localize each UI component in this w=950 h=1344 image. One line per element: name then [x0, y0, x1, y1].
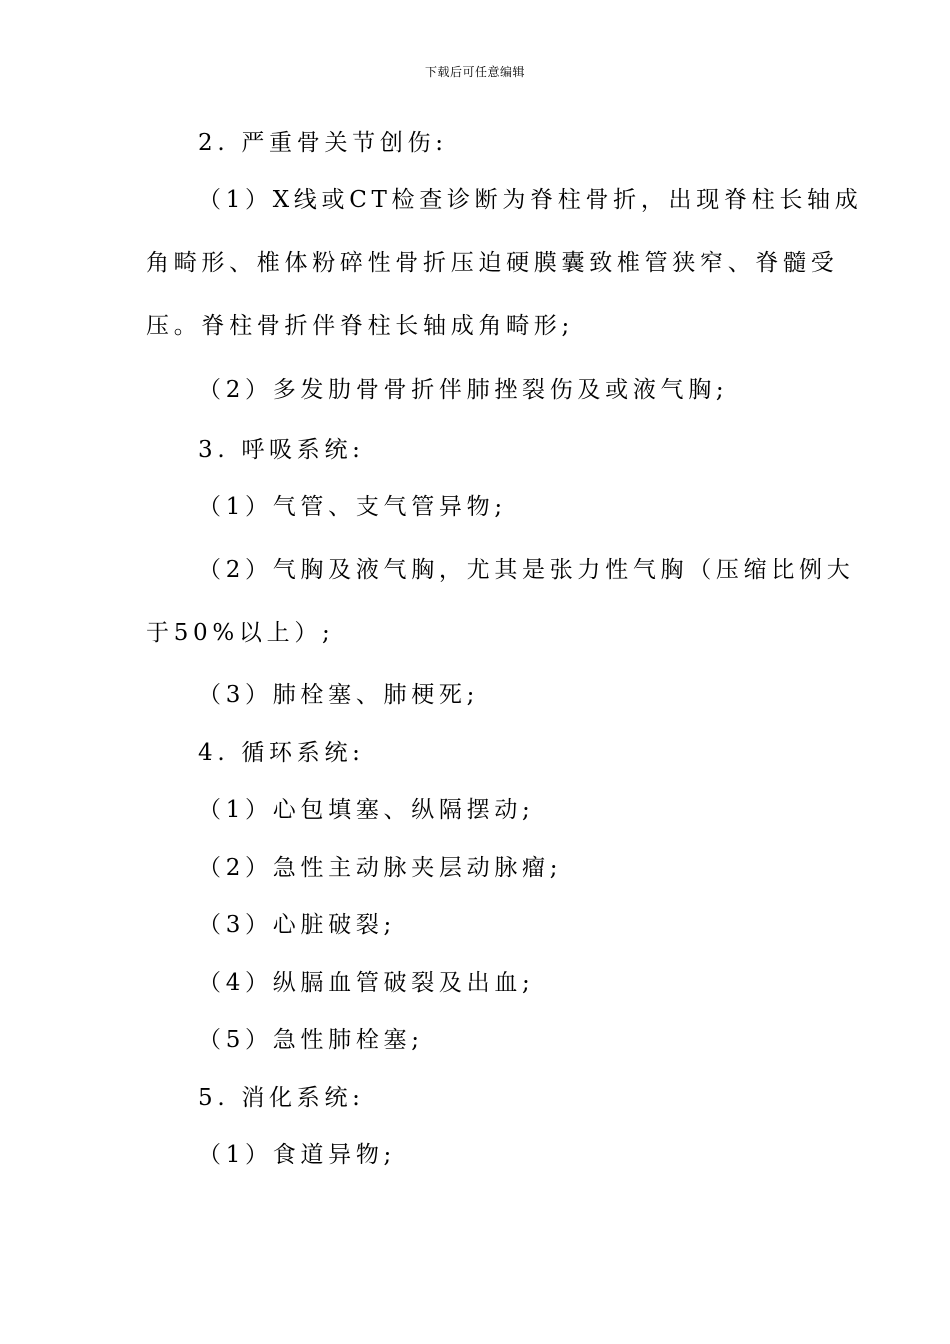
paragraph-line-first: 3. 呼吸系统:: [198, 437, 365, 463]
paragraph-line-first: （1）X线或CT检查诊断为脊柱骨折，出现脊柱长轴成: [198, 187, 863, 213]
paragraph-line-first: （2）气胸及液气胸，尤其是张力性气胸（压缩比例大: [198, 557, 855, 583]
paragraph-line-first: 5. 消化系统:: [198, 1085, 365, 1111]
paragraph-line-first: （5）急性肺栓塞;: [198, 1027, 424, 1053]
paragraph-line-first: 2. 严重骨关节创伤:: [198, 130, 448, 156]
paragraph-line-continued: 于50%以上）;: [146, 620, 335, 646]
paragraph-line-continued: 角畸形、椎体粉碎性骨折压迫硬膜囊致椎管狭窄、脊髓受: [146, 250, 839, 276]
paragraph-line-first: （4）纵膈血管破裂及出血;: [198, 970, 535, 996]
paragraph-line-first: （2）急性主动脉夹层动脉瘤;: [198, 855, 563, 881]
paragraph-line-first: （1）食道异物;: [198, 1142, 396, 1168]
paragraph-line-first: （1）气管、支气管异物;: [198, 494, 507, 520]
paragraph-line-continued: 压。脊柱骨折伴脊柱长轴成角畸形;: [146, 313, 574, 339]
paragraph-line-first: 4. 循环系统:: [198, 740, 365, 766]
paragraph-line-first: （3）心脏破裂;: [198, 912, 396, 938]
page-header: 下载后可任意编辑: [424, 65, 525, 79]
paragraph-line-first: （1）心包填塞、纵隔摆动;: [198, 797, 535, 823]
paragraph-line-first: （3）肺栓塞、肺梗死;: [198, 682, 480, 708]
paragraph-line-first: （2）多发肋骨骨折伴肺挫裂伤及或液气胸;: [198, 377, 729, 403]
